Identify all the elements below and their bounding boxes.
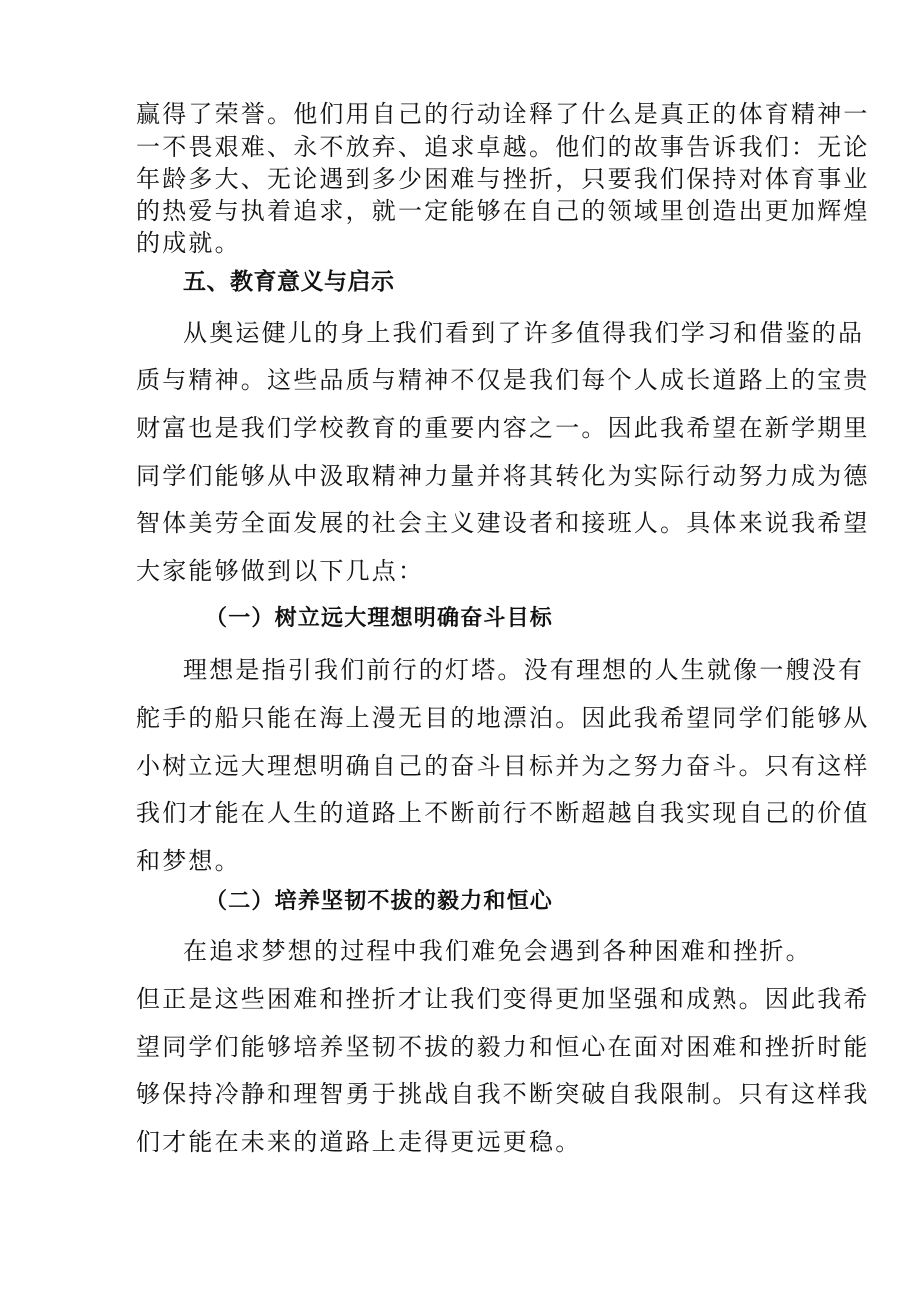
paragraph-line: 小树立远大理想明确自己的奋斗目标并为之努力奋斗。只有这样 [136,752,870,780]
paragraph-line: 年龄多大、无论遇到多少困难与挫折，只要我们保持对体育事业 [136,165,870,193]
paragraph-line: 望同学们能够培养坚韧不拔的毅力和恒心在面对困难和挫折时能 [136,1033,870,1061]
paragraph-line: 智体美劳全面发展的社会主义建设者和接班人。具体来说我希望 [136,509,870,537]
paragraph-line: 赢得了荣誉。他们用自己的行动诠释了什么是真正的体育精神一 [136,100,870,128]
subsection-heading-2: （二）培养坚韧不拔的毅力和恒心 [205,888,554,914]
section-heading-5: 五、教育意义与启示 [183,269,395,295]
paragraph-line: 的成就。 [136,229,241,257]
paragraph-line: 一不畏艰难、永不放弃、追求卓越。他们的故事告诉我们：无论 [136,133,870,161]
paragraph-line: 从奥运健儿的身上我们看到了许多值得我们学习和借鉴的品 [183,319,865,347]
paragraph-line: 舵手的船只能在海上漫无目的地漂泊。因此我希望同学们能够从 [136,704,870,732]
paragraph-line: 同学们能够从中汲取精神力量并将其转化为实际行动努力成为德 [136,462,870,490]
paragraph-line: 的热爱与执着追求，就一定能够在自己的领域里创造出更加辉煌 [136,197,870,225]
subsection-heading-1: （一）树立远大理想明确奋斗目标 [205,605,554,631]
paragraph-line: 和梦想。 [136,847,241,875]
paragraph-line: 们才能在未来的道路上走得更远更稳。 [136,1128,582,1156]
paragraph-line: 财富也是我们学校教育的重要内容之一。因此我希望在新学期里 [136,414,870,442]
paragraph-line: 在追求梦想的过程中我们难免会遇到各种困难和挫折。 [183,937,812,965]
paragraph-line: 够保持冷静和理智勇于挑战自我不断突破自我限制。只有这样我 [136,1080,870,1108]
paragraph-line: 我们才能在人生的道路上不断前行不断超越自我实现自己的价值 [136,799,870,827]
paragraph-line: 但正是这些困难和挫折才让我们变得更加坚强和成熟。因此我希 [136,985,870,1013]
paragraph-line: 大家能够做到以下几点： [136,557,425,585]
paragraph-line: 质与精神。这些品质与精神不仅是我们每个人成长道路上的宝贵 [136,366,870,394]
paragraph-line: 理想是指引我们前行的灯塔。没有理想的人生就像一艘没有 [183,656,865,684]
